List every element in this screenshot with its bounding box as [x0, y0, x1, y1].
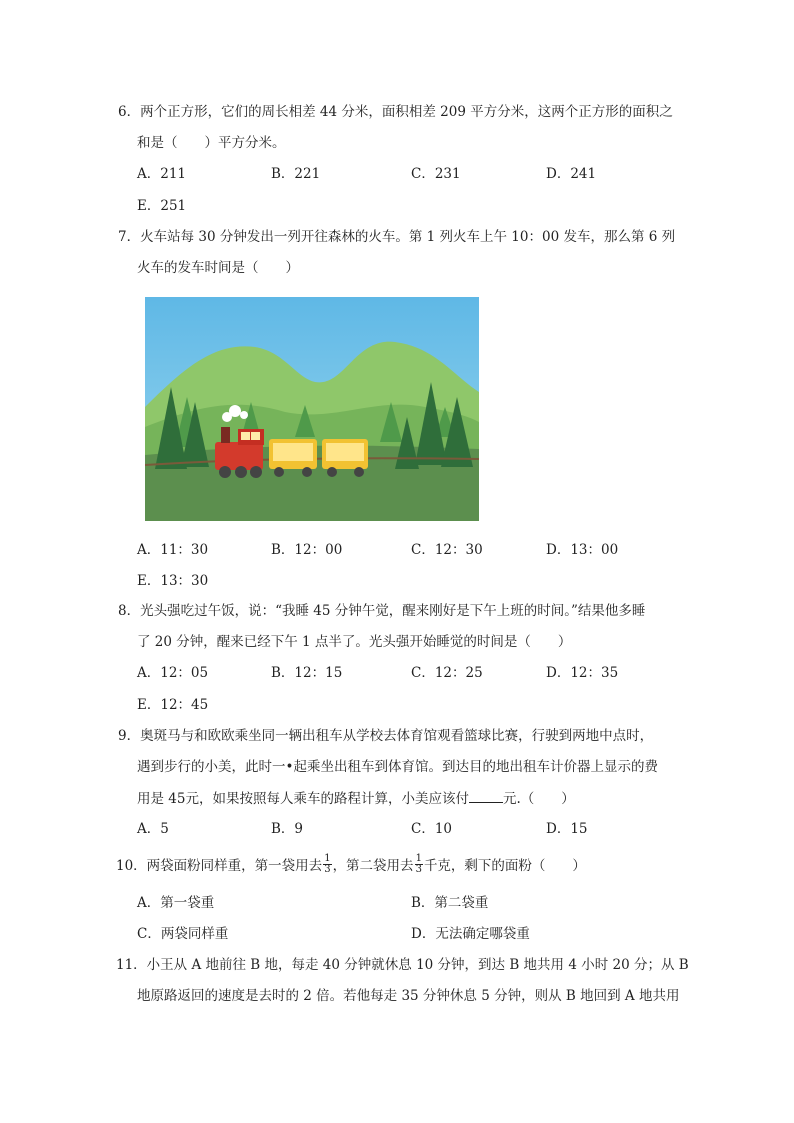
q7-text-line2: 火车的发车时间是（ ）	[137, 260, 299, 276]
q10-option-a: A．第一袋重	[137, 895, 215, 911]
q10-option-b: B．第二袋重	[411, 895, 489, 911]
q9-text-line3-end: 元.（ ）	[502, 791, 575, 807]
q11-text-line2: 地原路返回的速度是去时的 2 倍。若他每走 35 分钟休息 5 分钟，则从 B 地回到 A 地共用	[137, 988, 680, 1004]
q10-text-part1: 10．两袋面粉同样重，第一袋用去	[116, 858, 323, 874]
fraction-denominator: 3	[415, 864, 422, 875]
q6-text-line1: 6．两个正方形，它们的周长相差 44 分米，面积相差 209 平方分米，这两个正方形的面积之	[118, 104, 673, 120]
q7-option-a: A．11：30	[137, 542, 209, 558]
q9-text-line2: 遇到步行的小美，此时一•起乘坐出租车到体育馆。到达目的地出租车计价器上显示的费	[137, 759, 658, 775]
q8-text-line1: 8．光头强吃过午饭，说：“我睡 45 分钟午觉，醒来刚好是下午上班的时间。”结果他多睡	[118, 603, 646, 619]
q8-option-b: B．12：15	[271, 665, 343, 681]
q9-text-line3	[137, 788, 575, 809]
q11-text-line1: 11．小王从 A 地前往 B 地，每走 40 分钟就休息 10 分钟，到达 B 地共用 4 小时 20 分；从 B	[116, 957, 689, 973]
q6-option-a: A．211	[137, 166, 187, 182]
q7-option-c: C．12：30	[411, 542, 483, 558]
q8-option-c: C．12：25	[411, 665, 483, 681]
q9-answer-blank	[469, 788, 503, 803]
q9-option-d: D．15	[546, 821, 588, 837]
q6-option-d: D．241	[546, 166, 597, 182]
fraction-denominator: 3	[324, 864, 331, 875]
fraction-numerator: 1	[324, 853, 331, 864]
q8-option-a: A．12：05	[137, 665, 209, 681]
q7-option-d: D．13：00	[546, 542, 619, 558]
q6-text-line2: 和是（ ）平方分米。	[137, 135, 286, 151]
q6-option-c: C．231	[411, 166, 461, 182]
train-forest-picture	[145, 297, 479, 521]
q10-fraction-first	[323, 854, 331, 875]
q8-text-line2: 了 20 分钟，醒来已经下午 1 点半了。光头强开始睡觉的时间是（ ）	[137, 634, 572, 650]
q7-option-e: E．13：30	[137, 573, 209, 589]
q7-text-line1: 7．火车站每 30 分钟发出一列开往森林的火车。第 1 列火车上午 10：00 发车，那么第 6 列	[118, 229, 676, 245]
q9-option-c: C．10	[411, 821, 453, 837]
q6-option-e: E．251	[137, 198, 187, 214]
q9-option-b: B．9	[271, 821, 304, 837]
q6-option-b: B．221	[271, 166, 321, 182]
q10-fraction-second	[415, 854, 423, 875]
q8-option-e: E．12：45	[137, 697, 209, 713]
fraction-numerator: 1	[415, 853, 422, 864]
q9-option-a: A．5	[137, 821, 169, 837]
q10-text-line1	[116, 853, 586, 877]
q8-option-d: D．12：35	[546, 665, 619, 681]
q9-text-line1: 9．奥斑马与和欧欧乘坐同一辆出租车从学校去体育馆观看篮球比赛，行驶到两地中点时，	[118, 728, 654, 744]
q10-text-part3: 千克，剩下的面粉（ ）	[423, 858, 586, 874]
q9-text-line3-start: 用是 45元，如果按照每人乘车的路程计算，小美应该付	[137, 791, 469, 807]
q10-option-c: C．两袋同样重	[137, 926, 229, 942]
q10-option-d: D．无法确定哪袋重	[411, 926, 530, 942]
q10-text-part2: ，第二袋用去	[332, 858, 414, 874]
q7-option-b: B．12：00	[271, 542, 343, 558]
train-illustration	[145, 297, 479, 521]
